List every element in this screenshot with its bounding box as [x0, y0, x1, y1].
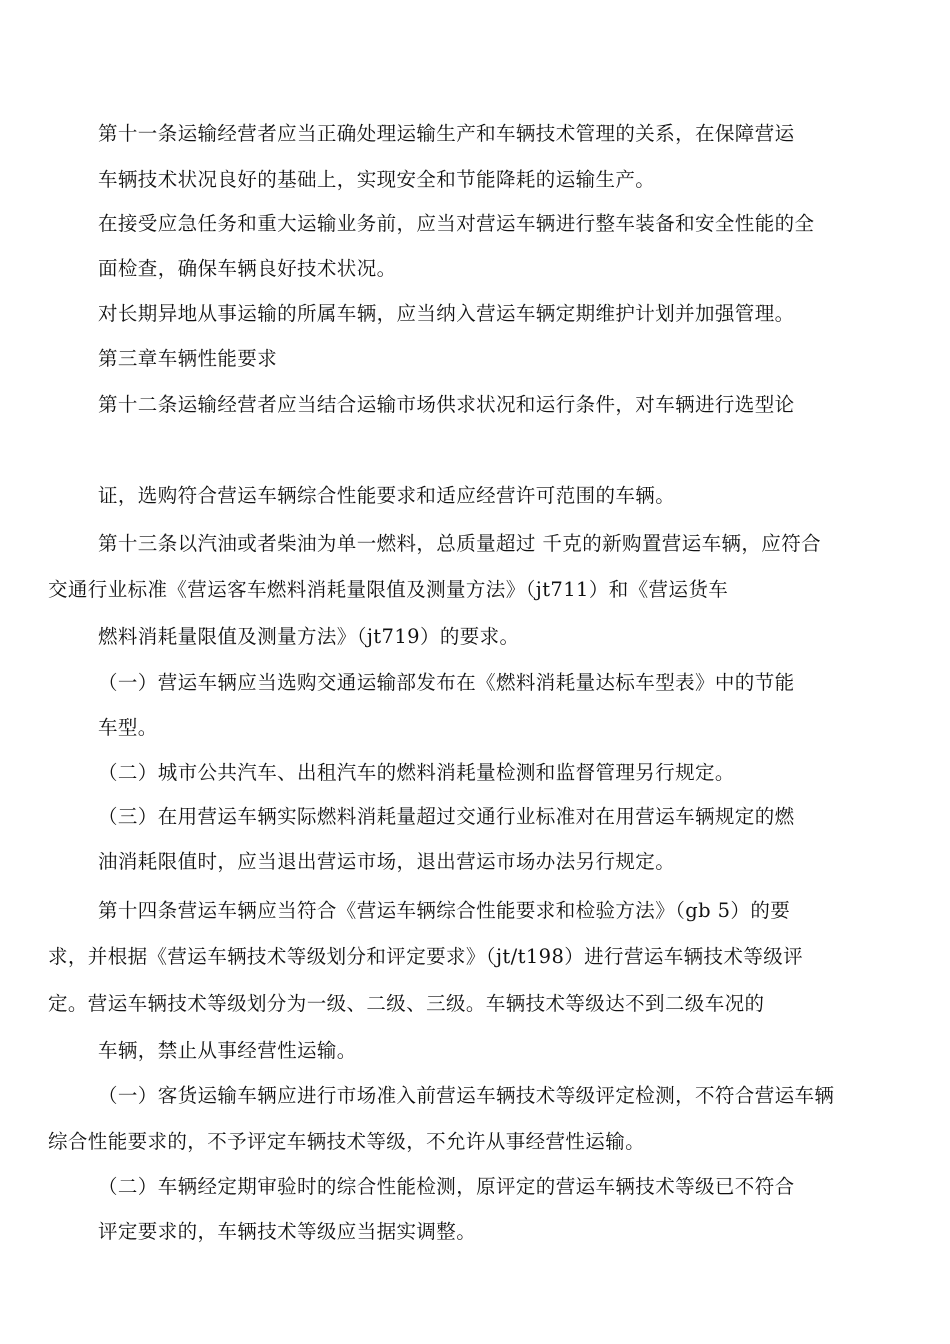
text-line: （二）车辆经定期审验时的综合性能检测，原评定的营运车辆技术等级已不符合: [98, 1175, 795, 1198]
text-line: 交通行业标准《营运客车燃料消耗量限值及测量方法》（jt711）和《营运货车: [48, 578, 729, 601]
text-line: 第十二条运输经营者应当结合运输市场供求状况和运行条件，对车辆进行选型论: [98, 393, 795, 416]
text-line: 定。营运车辆技术等级划分为一级、二级、三级。车辆技术等级达不到二级车况的: [48, 992, 765, 1015]
text-line: （二）城市公共汽车、出租汽车的燃料消耗量检测和监督管理另行规定。: [98, 761, 735, 784]
text-line: 燃料消耗量限值及测量方法》（jt719）的要求。: [98, 625, 520, 648]
text-line: 证，选购符合营运车辆综合性能要求和适应经营许可范围的车辆。: [98, 484, 676, 507]
text-line: 车辆，禁止从事经营性运输。: [98, 1039, 357, 1062]
text-line: 车辆技术状况良好的基础上，实现安全和节能降耗的运输生产。: [98, 168, 656, 191]
text-line: 第十三条以汽油或者柴油为单一燃料，总质量超过 千克的新购置营运车辆，应符合: [98, 532, 821, 555]
text-line: 求，并根据《营运车辆技术等级划分和评定要求》（jt/t198）进行营运车辆技术等级评: [48, 945, 804, 968]
chapter-heading: 第三章车辆性能要求: [98, 347, 278, 370]
text-line: 油消耗限值时，应当退出营运市场，退出营运市场办法另行规定。: [98, 850, 676, 873]
text-line: 在接受应急任务和重大运输业务前，应当对营运车辆进行整车装备和安全性能的全: [98, 212, 815, 235]
text-line: 评定要求的，车辆技术等级应当据实调整。: [98, 1220, 477, 1243]
text-line: （一）客货运输车辆应进行市场准入前营运车辆技术等级评定检测，不符合营运车辆: [98, 1084, 835, 1107]
text-line: 车型。: [98, 716, 158, 739]
text-line: （三）在用营运车辆实际燃料消耗量超过交通行业标准对在用营运车辆规定的燃: [98, 805, 795, 828]
text-line: 综合性能要求的，不予评定车辆技术等级，不允许从事经营性运输。: [48, 1130, 646, 1153]
text-line: 面检查，确保车辆良好技术状况。: [98, 257, 397, 280]
text-line: 第十一条运输经营者应当正确处理运输生产和车辆技术管理的关系，在保障营运: [98, 122, 795, 145]
text-line: 第十四条营运车辆应当符合《营运车辆综合性能要求和检验方法》（gb 5）的要: [98, 899, 791, 922]
text-line: 对长期异地从事运输的所属车辆，应当纳入营运车辆定期维护计划并加强管理。: [98, 302, 795, 325]
text-line: （一）营运车辆应当选购交通运输部发布在《燃料消耗量达标车型表》中的节能: [98, 671, 795, 694]
